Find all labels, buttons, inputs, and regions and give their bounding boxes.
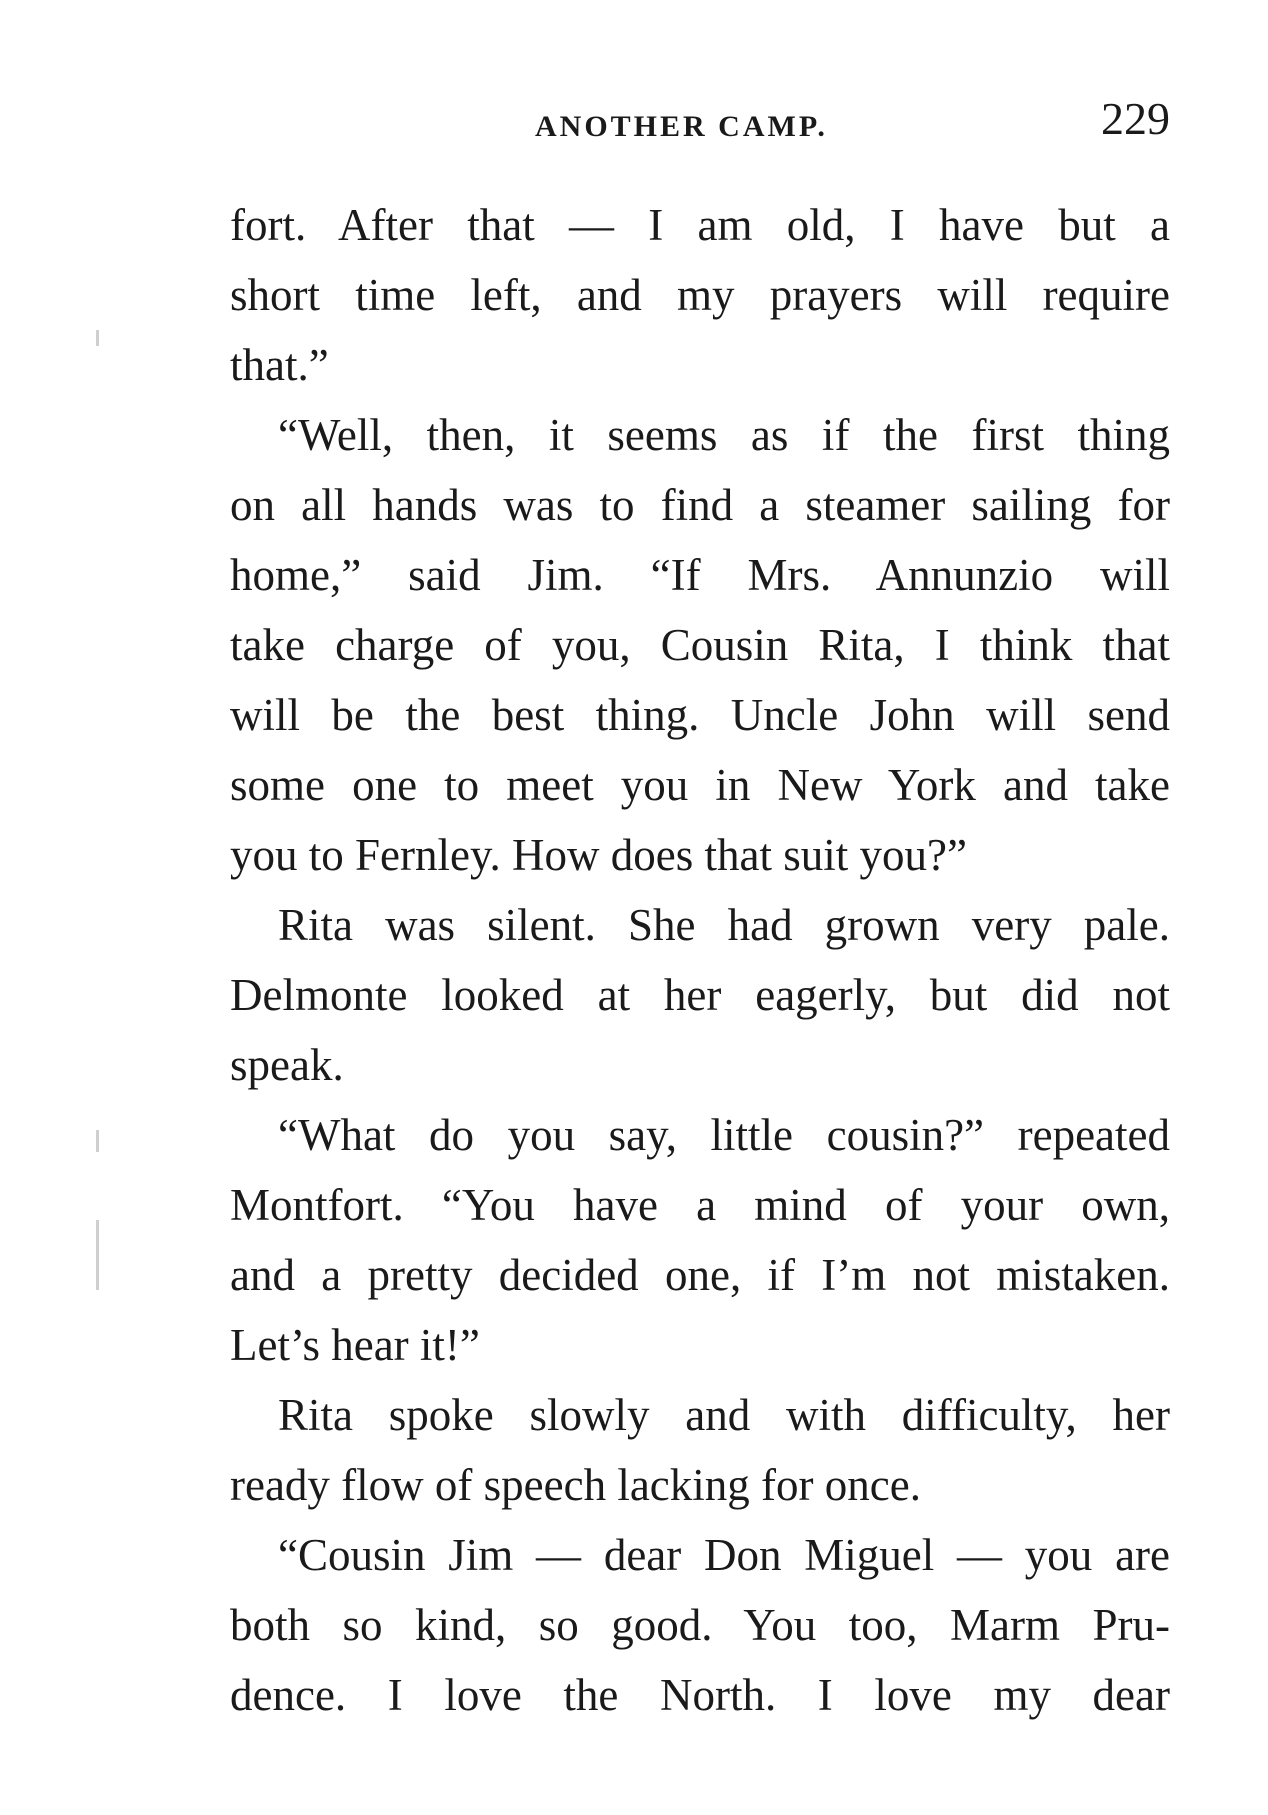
page-header: [230, 92, 1170, 152]
text-line: take charge of you, Cousin Rita, I think that: [230, 620, 1170, 670]
text-line: will be the best thing. Uncle John will send: [230, 690, 1170, 740]
text-line: that.”: [230, 340, 329, 390]
text-line: some one to meet you in New York and take: [230, 760, 1170, 810]
text-line: on all hands was to find a steamer sailing for: [230, 480, 1170, 530]
scan-speck: [96, 1220, 99, 1290]
text-line: Rita was silent. She had grown very pale.: [278, 900, 1170, 950]
running-head: ANOTHER CAMP.: [535, 110, 828, 143]
text-line: Rita spoke slowly and with difficulty, her: [278, 1390, 1170, 1440]
body-text: [230, 190, 1170, 1730]
text-line: home,” said Jim. “If Mrs. Annunzio will: [230, 550, 1170, 600]
text-line: “What do you say, little cousin?” repeated: [278, 1110, 1170, 1160]
text-line: and a pretty decided one, if I’m not mistaken.: [230, 1250, 1170, 1300]
text-line: dence. I love the North. I love my dear: [230, 1670, 1170, 1720]
text-line: both so kind, so good. You too, Marm Pru-: [230, 1600, 1170, 1650]
text-line: “Well, then, it seems as if the first thing: [278, 410, 1170, 460]
text-line: fort. After that — I am old, I have but a: [230, 200, 1170, 250]
text-line: Montfort. “You have a mind of your own,: [230, 1180, 1170, 1230]
text-line: “Cousin Jim — dear Don Miguel — you are: [278, 1530, 1170, 1580]
text-line: short time left, and my prayers will require: [230, 270, 1170, 320]
text-line: ready flow of speech lacking for once.: [230, 1460, 921, 1510]
text-line: you to Fernley. How does that suit you?”: [230, 830, 967, 880]
scan-speck: [96, 1130, 99, 1152]
text-line: Let’s hear it!”: [230, 1320, 480, 1370]
scan-speck: [96, 330, 99, 346]
text-line: speak.: [230, 1040, 344, 1090]
text-line: Delmonte looked at her eagerly, but did not: [230, 970, 1170, 1020]
page-number: 229: [1101, 93, 1170, 144]
